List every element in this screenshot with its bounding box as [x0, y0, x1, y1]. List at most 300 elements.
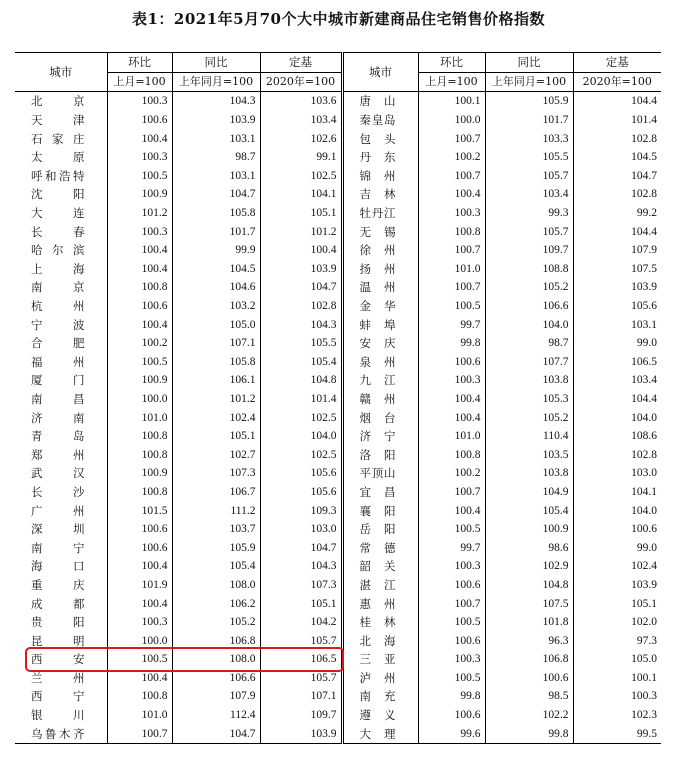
mom-cell: 101.0 — [418, 260, 485, 279]
table-row — [15, 390, 661, 409]
city-cell: 深圳 — [15, 520, 107, 539]
city-cell: 西宁 — [15, 687, 107, 706]
mom-cell: 100.2 — [418, 148, 485, 167]
city-cell: 贵阳 — [15, 613, 107, 632]
base-cell: 103.9 — [260, 724, 342, 743]
mom-cell: 100.4 — [107, 557, 172, 576]
yoy-cell: 110.4 — [485, 427, 573, 446]
yoy-cell: 96.3 — [485, 631, 573, 650]
yoy-cell: 104.6 — [172, 278, 260, 297]
table-row — [15, 129, 661, 148]
city-cell: 重庆 — [15, 576, 107, 595]
base-cell: 102.0 — [631, 616, 657, 629]
mom-cell: 100.7 — [418, 167, 485, 186]
mom-cell: 100.6 — [418, 631, 485, 650]
yoy-cell: 105.9 — [485, 92, 573, 111]
yoy-cell: 105.5 — [485, 148, 573, 167]
yoy-cell: 100.6 — [485, 669, 573, 688]
mom-cell: 100.5 — [418, 613, 485, 632]
yoy-cell: 104.8 — [485, 576, 573, 595]
mom-cell: 100.6 — [107, 520, 172, 539]
base-cell: 104.5 — [631, 151, 657, 164]
base-cell: 99.2 — [636, 207, 657, 220]
city-cell: 长春 — [15, 222, 107, 241]
base-cell: 102.3 — [631, 709, 657, 722]
mom-cell: 100.5 — [107, 353, 172, 372]
mom-cell: 100.7 — [418, 129, 485, 148]
yoy-cell: 105.2 — [485, 278, 573, 297]
base-cell: 102.4 — [631, 560, 657, 573]
mom-cell: 101.9 — [107, 576, 172, 595]
city-cell: 惠州 — [342, 594, 418, 613]
mom-cell: 99.8 — [418, 334, 485, 353]
city-cell: 包头 — [342, 129, 418, 148]
mom-cell: 100.7 — [418, 241, 485, 260]
table-row — [15, 241, 661, 260]
mom-cell: 100.6 — [418, 576, 485, 595]
yoy-cell: 105.2 — [485, 408, 573, 427]
yoy-cell: 106.2 — [172, 594, 260, 613]
yoy-base-right: 上年同月=100 — [485, 72, 573, 92]
yoy-cell: 102.4 — [172, 408, 260, 427]
yoy-cell: 103.8 — [485, 371, 573, 390]
mom-cell: 100.9 — [107, 464, 172, 483]
mom-header-right: 环比 — [418, 53, 485, 73]
table-body — [15, 92, 661, 744]
yoy-cell: 100.9 — [485, 520, 573, 539]
yoy-cell: 103.2 — [172, 297, 260, 316]
base-cell: 105.0 — [631, 653, 657, 666]
base-cell: 103.1 — [631, 318, 657, 331]
yoy-cell: 103.5 — [485, 445, 573, 464]
mom-cell: 101.5 — [107, 501, 172, 520]
mom-cell: 101.2 — [107, 204, 172, 223]
city-cell: 宁波 — [15, 315, 107, 334]
base-cell: 102.6 — [260, 129, 342, 148]
city-cell: 秦皇岛 — [342, 111, 418, 130]
mom-cell: 100.7 — [418, 483, 485, 502]
mom-cell: 100.9 — [107, 371, 172, 390]
table-row — [15, 315, 661, 334]
yoy-cell: 105.4 — [172, 557, 260, 576]
mom-cell: 100.2 — [107, 334, 172, 353]
city-cell: 常德 — [342, 538, 418, 557]
yoy-cell: 105.2 — [172, 613, 260, 632]
table-row — [15, 111, 661, 130]
city-cell: 武汉 — [15, 464, 107, 483]
yoy-cell: 111.2 — [172, 501, 260, 520]
mom-cell: 100.6 — [107, 297, 172, 316]
table-row — [15, 297, 661, 316]
city-cell: 南京 — [15, 278, 107, 297]
yoy-cell: 101.8 — [485, 613, 573, 632]
table-row — [15, 613, 661, 632]
mom-cell: 100.3 — [418, 204, 485, 223]
base-cell: 105.6 — [631, 300, 657, 313]
table-row — [15, 576, 661, 595]
city-cell: 洛阳 — [342, 445, 418, 464]
base-cell: 104.3 — [260, 315, 342, 334]
price-index-table — [15, 52, 661, 744]
highlight-box — [25, 647, 344, 672]
base-cell: 105.1 — [260, 594, 342, 613]
base-cell: 104.4 — [631, 392, 657, 405]
city-cell: 徐州 — [342, 241, 418, 260]
mom-cell: 100.6 — [107, 538, 172, 557]
city-header-left: 城市 — [15, 53, 107, 92]
mom-cell: 100.1 — [418, 92, 485, 111]
mom-cell: 100.3 — [107, 613, 172, 632]
yoy-cell: 104.0 — [485, 315, 573, 334]
yoy-cell: 107.7 — [485, 353, 573, 372]
city-cell: 厦门 — [15, 371, 107, 390]
base-cell: 102.8 — [631, 448, 657, 461]
base-cell: 99.5 — [573, 724, 661, 743]
yoy-cell: 103.4 — [485, 185, 573, 204]
yoy-cell: 105.7 — [485, 222, 573, 241]
base-cell: 108.6 — [631, 430, 657, 443]
yoy-cell: 106.1 — [172, 371, 260, 390]
mom-cell: 100.9 — [107, 185, 172, 204]
yoy-cell: 106.8 — [485, 650, 573, 669]
table-title: 表1：2021年5月70个大中城市新建商品住宅销售价格指数 — [132, 10, 545, 28]
city-cell: 昆明 — [15, 631, 107, 650]
base-cell: 100.1 — [631, 671, 657, 684]
city-cell: 锦州 — [342, 167, 418, 186]
city-cell: 烟台 — [342, 408, 418, 427]
mom-header-left: 环比 — [107, 53, 172, 73]
base-cell: 104.7 — [260, 278, 342, 297]
city-header-right: 城市 — [342, 53, 418, 92]
base-cell: 105.5 — [260, 334, 342, 353]
table-row — [15, 557, 661, 576]
base-cell: 100.4 — [260, 241, 342, 260]
table-row — [15, 92, 661, 111]
base-cell: 103.9 — [260, 260, 342, 279]
mom-cell: 99.8 — [418, 687, 485, 706]
yoy-header-left: 同比 — [172, 53, 260, 73]
mom-cell: 100.3 — [418, 371, 485, 390]
city-cell: 太原 — [15, 148, 107, 167]
mom-cell: 100.8 — [418, 222, 485, 241]
mom-cell: 100.6 — [418, 706, 485, 725]
base-cell: 104.2 — [260, 613, 342, 632]
base-cell: 109.7 — [260, 706, 342, 725]
city-cell: 长沙 — [15, 483, 107, 502]
base-cell: 103.6 — [260, 92, 342, 111]
mom-cell: 100.7 — [418, 594, 485, 613]
yoy-cell: 102.7 — [172, 445, 260, 464]
city-cell: 遵义 — [342, 706, 418, 725]
yoy-cell: 105.9 — [172, 538, 260, 557]
base-base-left: 2020年=100 — [260, 72, 342, 92]
city-cell: 呼和浩特 — [15, 167, 107, 186]
table-row — [15, 278, 661, 297]
base-cell: 104.0 — [260, 427, 342, 446]
table-row — [15, 427, 661, 446]
mom-cell: 101.0 — [107, 706, 172, 725]
city-cell: 济宁 — [342, 427, 418, 446]
yoy-cell: 106.6 — [172, 669, 260, 688]
table-row — [15, 260, 661, 279]
yoy-cell: 107.5 — [485, 594, 573, 613]
table-row — [15, 706, 661, 725]
mom-cell: 100.4 — [107, 315, 172, 334]
mom-cell: 100.4 — [107, 260, 172, 279]
city-cell: 岳阳 — [342, 520, 418, 539]
base-cell: 101.4 — [260, 390, 342, 409]
city-cell: 南昌 — [15, 390, 107, 409]
yoy-cell: 98.7 — [172, 148, 260, 167]
yoy-cell: 103.9 — [172, 111, 260, 130]
city-cell: 赣州 — [342, 390, 418, 409]
city-cell: 青岛 — [15, 427, 107, 446]
base-cell: 109.3 — [260, 501, 342, 520]
mom-cell: 100.5 — [107, 167, 172, 186]
city-cell: 哈尔滨 — [15, 241, 107, 260]
base-cell: 105.7 — [260, 631, 342, 650]
base-cell: 107.9 — [631, 244, 657, 257]
city-cell: 西安 — [15, 650, 107, 669]
yoy-cell: 105.3 — [485, 390, 573, 409]
mom-cell: 99.7 — [418, 538, 485, 557]
yoy-cell: 105.8 — [172, 353, 260, 372]
mom-cell: 100.5 — [418, 669, 485, 688]
mom-cell: 100.3 — [418, 557, 485, 576]
base-cell: 99.0 — [636, 337, 657, 350]
mom-cell: 100.5 — [418, 297, 485, 316]
base-cell: 100.3 — [631, 690, 657, 703]
base-cell: 103.9 — [631, 578, 657, 591]
mom-cell: 99.7 — [418, 315, 485, 334]
base-cell: 103.9 — [631, 281, 657, 294]
base-cell: 107.5 — [631, 262, 657, 275]
city-cell: 福州 — [15, 353, 107, 372]
base-cell: 101.2 — [260, 222, 342, 241]
yoy-cell: 106.6 — [485, 297, 573, 316]
city-cell: 杭州 — [15, 297, 107, 316]
yoy-cell: 105.4 — [485, 501, 573, 520]
yoy-cell: 103.3 — [485, 129, 573, 148]
yoy-cell: 102.9 — [485, 557, 573, 576]
base-cell: 104.0 — [631, 411, 657, 424]
mom-cell: 100.3 — [418, 650, 485, 669]
city-cell: 蚌埠 — [342, 315, 418, 334]
base-cell: 103.0 — [631, 467, 657, 480]
city-cell: 扬州 — [342, 260, 418, 279]
mom-cell: 100.8 — [107, 483, 172, 502]
table-row — [15, 724, 661, 743]
city-cell: 宜昌 — [342, 483, 418, 502]
city-cell: 三亚 — [342, 650, 418, 669]
table-row — [15, 222, 661, 241]
table-row — [15, 445, 661, 464]
city-cell: 沈阳 — [15, 185, 107, 204]
base-cell: 107.3 — [260, 576, 342, 595]
table-row — [15, 501, 661, 520]
mom-cell: 100.8 — [107, 278, 172, 297]
table-row — [15, 408, 661, 427]
base-cell: 104.4 — [631, 225, 657, 238]
base-cell: 103.4 — [260, 111, 342, 130]
mom-cell: 100.5 — [107, 650, 172, 669]
mom-cell: 100.6 — [418, 353, 485, 372]
yoy-cell: 102.2 — [485, 706, 573, 725]
table-row — [15, 371, 661, 390]
city-cell: 海口 — [15, 557, 107, 576]
yoy-cell: 99.9 — [172, 241, 260, 260]
city-cell: 合肥 — [15, 334, 107, 353]
yoy-cell: 107.9 — [172, 687, 260, 706]
base-cell: 104.8 — [260, 371, 342, 390]
yoy-cell: 104.7 — [172, 185, 260, 204]
yoy-cell: 104.5 — [172, 260, 260, 279]
base-cell: 97.3 — [636, 634, 657, 647]
table-row — [15, 353, 661, 372]
yoy-cell: 103.8 — [485, 464, 573, 483]
base-cell: 105.1 — [260, 204, 342, 223]
mom-cell: 100.7 — [107, 724, 172, 743]
mom-cell: 100.8 — [107, 445, 172, 464]
city-cell: 乌鲁木齐 — [15, 724, 107, 743]
yoy-header-right: 同比 — [485, 53, 573, 73]
city-cell: 北海 — [342, 631, 418, 650]
city-cell: 九江 — [342, 371, 418, 390]
mom-cell: 99.6 — [418, 724, 485, 743]
base-cell: 107.1 — [260, 687, 342, 706]
yoy-cell: 105.7 — [485, 167, 573, 186]
base-cell: 102.8 — [631, 132, 657, 145]
mom-cell: 100.3 — [107, 222, 172, 241]
yoy-cell: 98.6 — [485, 538, 573, 557]
table-row — [15, 334, 661, 353]
city-cell: 南充 — [342, 687, 418, 706]
base-cell: 104.0 — [631, 504, 657, 517]
table-row — [15, 687, 661, 706]
mom-cell: 100.0 — [418, 111, 485, 130]
table-row — [15, 204, 661, 223]
yoy-cell: 101.7 — [485, 111, 573, 130]
mom-cell: 100.6 — [107, 111, 172, 130]
base-cell: 100.6 — [631, 523, 657, 536]
table-row — [15, 520, 661, 539]
city-cell: 郑州 — [15, 445, 107, 464]
yoy-cell: 98.7 — [485, 334, 573, 353]
city-cell: 韶关 — [342, 557, 418, 576]
table-row — [15, 538, 661, 557]
yoy-cell: 105.1 — [172, 427, 260, 446]
yoy-cell: 104.3 — [172, 92, 260, 111]
mom-cell: 100.5 — [418, 520, 485, 539]
mom-cell: 100.4 — [418, 501, 485, 520]
yoy-cell: 106.8 — [172, 631, 260, 650]
yoy-cell: 108.0 — [172, 576, 260, 595]
yoy-cell: 112.4 — [172, 706, 260, 725]
table-row — [15, 464, 661, 483]
yoy-cell: 104.9 — [485, 483, 573, 502]
mom-cell: 101.0 — [418, 427, 485, 446]
yoy-cell: 105.8 — [172, 204, 260, 223]
city-cell: 天津 — [15, 111, 107, 130]
base-cell: 106.5 — [631, 355, 657, 368]
table-row — [15, 483, 661, 502]
mom-cell: 100.2 — [418, 464, 485, 483]
yoy-cell: 109.7 — [485, 241, 573, 260]
base-cell: 105.7 — [260, 669, 342, 688]
base-header-left: 定基 — [260, 53, 342, 73]
base-cell: 102.5 — [260, 445, 342, 464]
base-cell: 105.1 — [631, 597, 657, 610]
city-cell: 桂林 — [342, 613, 418, 632]
yoy-base-left: 上年同月=100 — [172, 72, 260, 92]
yoy-cell: 101.2 — [172, 390, 260, 409]
table-row — [15, 185, 661, 204]
city-cell: 兰州 — [15, 669, 107, 688]
city-cell: 吉林 — [342, 185, 418, 204]
base-cell: 105.6 — [260, 464, 342, 483]
yoy-cell: 108.0 — [172, 650, 260, 669]
base-header-right: 定基 — [573, 53, 661, 73]
mom-cell: 100.7 — [418, 278, 485, 297]
city-cell: 北京 — [15, 92, 107, 111]
mom-cell: 100.0 — [107, 631, 172, 650]
yoy-cell: 104.7 — [172, 724, 260, 743]
mom-cell: 100.4 — [418, 185, 485, 204]
city-cell: 广州 — [15, 501, 107, 520]
base-cell: 103.0 — [260, 520, 342, 539]
mom-cell: 100.4 — [107, 594, 172, 613]
mom-base-right: 上月=100 — [418, 72, 485, 92]
base-cell: 99.1 — [260, 148, 342, 167]
mom-cell: 100.8 — [107, 427, 172, 446]
city-cell: 牡丹江 — [342, 204, 418, 223]
base-cell: 104.3 — [260, 557, 342, 576]
yoy-cell: 108.8 — [485, 260, 573, 279]
city-cell: 大连 — [15, 204, 107, 223]
city-cell: 济南 — [15, 408, 107, 427]
mom-cell: 101.0 — [107, 408, 172, 427]
mom-cell: 100.8 — [418, 445, 485, 464]
base-base-right: 2020年=100 — [573, 72, 661, 92]
yoy-cell: 106.7 — [172, 483, 260, 502]
base-cell: 101.4 — [631, 114, 657, 127]
base-cell: 106.5 — [260, 650, 342, 669]
base-cell: 105.6 — [260, 483, 342, 502]
yoy-cell: 103.1 — [172, 167, 260, 186]
yoy-cell: 99.8 — [485, 724, 573, 743]
yoy-cell: 103.7 — [172, 520, 260, 539]
mom-cell: 100.0 — [107, 390, 172, 409]
city-cell: 湛江 — [342, 576, 418, 595]
base-cell: 104.7 — [631, 169, 657, 182]
base-cell: 104.7 — [260, 538, 342, 557]
yoy-cell: 98.5 — [485, 687, 573, 706]
mom-base-left: 上月=100 — [107, 72, 172, 92]
base-cell: 104.1 — [260, 185, 342, 204]
mom-cell: 100.8 — [107, 687, 172, 706]
yoy-cell: 107.3 — [172, 464, 260, 483]
city-cell: 平顶山 — [342, 464, 418, 483]
yoy-cell: 103.1 — [172, 129, 260, 148]
city-cell: 无锡 — [342, 222, 418, 241]
city-cell: 丹东 — [342, 148, 418, 167]
city-cell: 泉州 — [342, 353, 418, 372]
yoy-cell: 105.0 — [172, 315, 260, 334]
city-cell: 大理 — [342, 724, 418, 743]
table-row — [15, 594, 661, 613]
city-cell: 银川 — [15, 706, 107, 725]
base-cell: 104.4 — [631, 95, 657, 108]
